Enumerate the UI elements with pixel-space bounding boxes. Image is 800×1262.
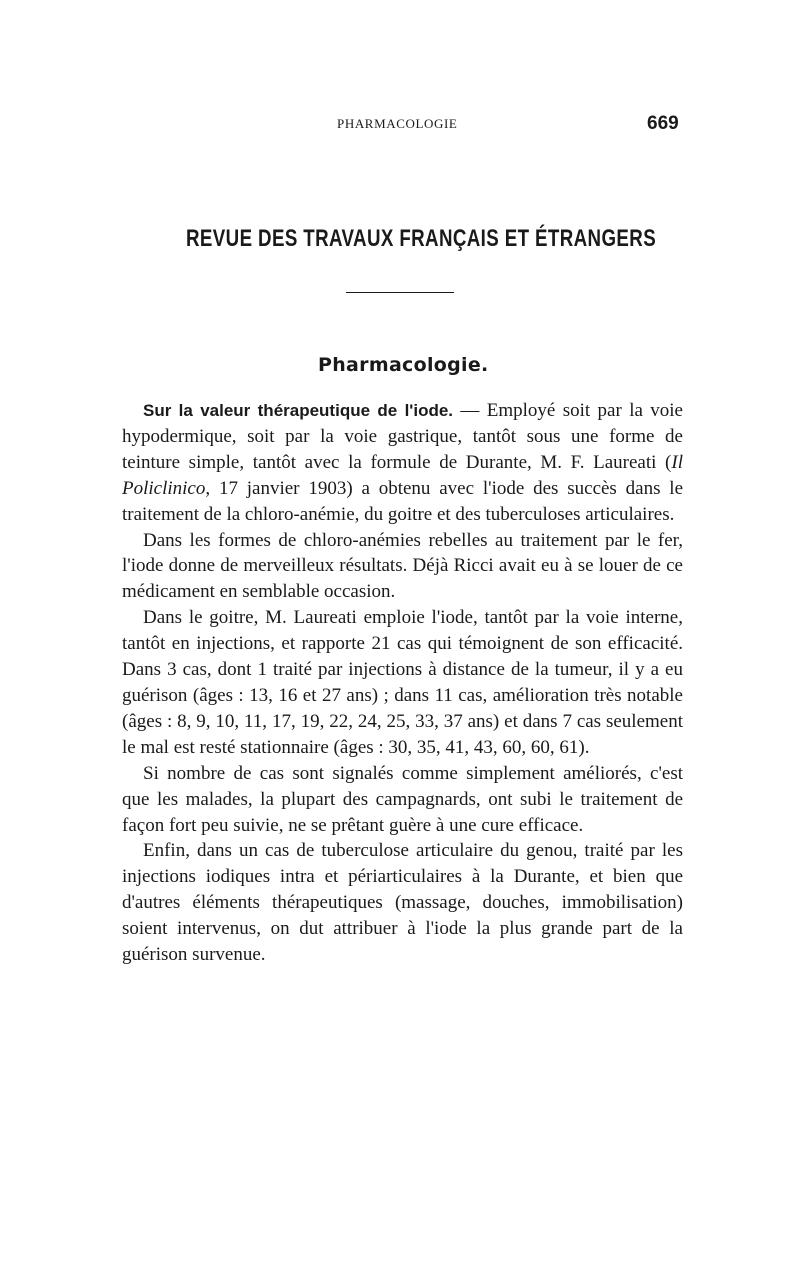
paragraph-5: Enfin, dans un cas de tuberculose articulaire du genou, traité par les injections iodiques intra et périarticulaires à la Durante, et bien que d'autres éléments thérapeutiques (massage, douches, immobilisation) soient intervenus, on dut attribuer à l'iode la plus grande part de la guérison survenue.: [122, 840, 683, 966]
journal-title: Il Policlinico: [122, 451, 683, 499]
article-title: Sur la valeur thérapeutique de l'iode.: [143, 401, 454, 420]
divider-rule: [346, 292, 454, 293]
subsection-title: Pharmacologie.: [318, 354, 489, 376]
running-head: PHARMACOLOGIE: [337, 116, 458, 131]
paragraph-2: Dans les formes de chloro-anémies rebelles au traitement par le fer, l'iode donne de merveilleux résultats. Déjà Ricci avait eu à se louer de ce médicament en semblable occasion.: [122, 529, 683, 603]
paragraph-1-text-b: , 17 janvier 1903) a obtenu avec l'iode des succès dans le traitement de la chloro-anémie, du goitre et des tuberculoses articulaires.: [122, 477, 683, 525]
paragraph-4: Si nombre de cas sont signalés comme simplement améliorés, c'est que les malades, la plupart des campagnards, ont subi le traitement de façon fort peu suivie, ne se prêtant guère à une cure efficace.: [122, 762, 683, 836]
paragraph-3: Dans le goitre, M. Laureati emploie l'iode, tantôt par la voie interne, tantôt en injections, et rapporte 21 cas qui témoignent de son efficacité. Dans 3 cas, dont 1 traité par injections à distance de la tumeur, il y a eu guérison (âges : 13, 16 et 27 ans) ; dans 11 cas, amélioration très notable (âges : 8, 9, 10, 11, 17, 19, 22, 24, 25, 33, 37 ans) et dans 7 cas seulement le mal est resté stationnaire (âges : 30, 35, 41, 43, 60, 60, 61).: [122, 607, 683, 758]
paragraph-1: [122, 398, 683, 528]
page-number: 669: [647, 113, 679, 134]
section-title: REVUE DES TRAVAUX FRANÇAIS ET ÉTRANGERS: [186, 225, 657, 252]
paragraph-1-text-a: — Employé soit par la voie hypodermique, soit par la voie gastrique, tantôt sous une forme de teinture simple, tantôt avec la formule de Durante, M. F. Laureati (: [122, 400, 683, 473]
article-body: [122, 398, 683, 968]
